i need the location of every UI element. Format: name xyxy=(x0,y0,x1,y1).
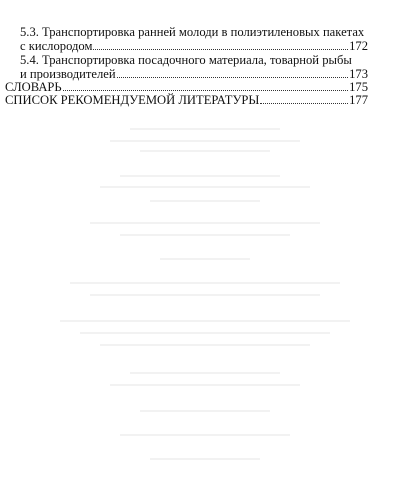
leader-dots xyxy=(63,79,348,91)
leader-dots xyxy=(117,66,349,78)
toc-entry-text: 5.3. Транспортировка ранней молоди в полиэтиленовых пакетах xyxy=(20,25,365,39)
leader-dots xyxy=(93,38,348,50)
toc-page-number: 172 xyxy=(349,39,368,53)
toc-entry-references xyxy=(5,92,368,108)
toc-entry-text: с кислородом xyxy=(20,39,93,53)
toc-page-number: 175 xyxy=(349,80,368,94)
toc-entry-text: СЛОВАРЬ xyxy=(5,80,62,94)
toc-entry-text: и производителей xyxy=(20,67,116,81)
toc-page-number: 177 xyxy=(349,93,368,107)
toc-page-number: 173 xyxy=(349,67,368,81)
toc-entry-text: СПИСОК РЕКОМЕНДУЕМОЙ ЛИТЕРАТУРЫ xyxy=(5,93,260,107)
leader-dots xyxy=(260,92,348,104)
toc-entry-text: 5.4. Транспортировка посадочного материала, товарной рыбы xyxy=(20,53,352,67)
